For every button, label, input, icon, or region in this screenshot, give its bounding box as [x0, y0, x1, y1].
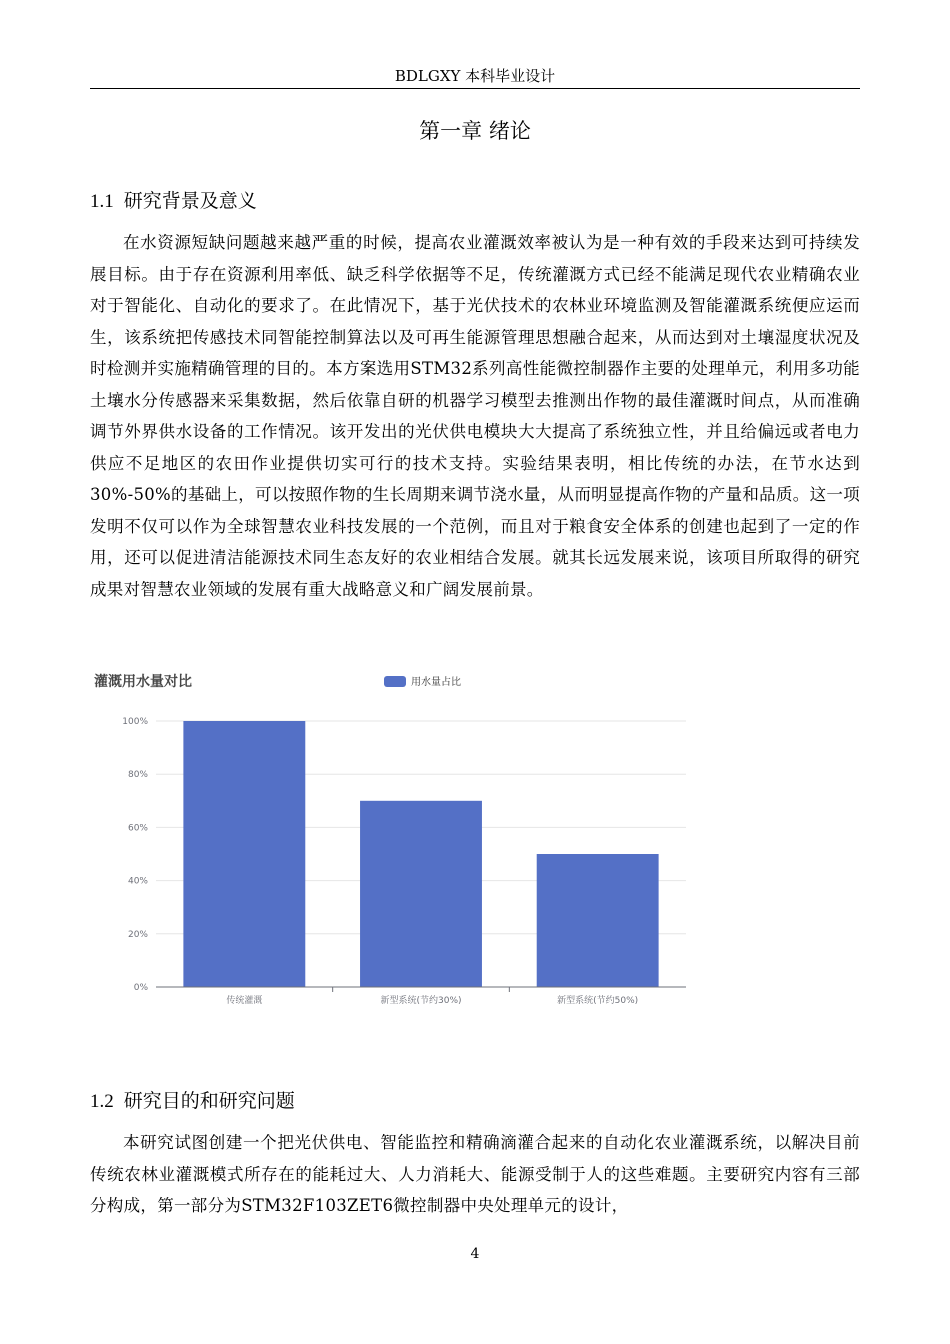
section-1-1-paragraph: 在水资源短缺问题越来越严重的时候，提高农业灌溉效率被认为是一种有效的手段来达到可持续发展目标。由于存在资源利用率低、缺乏科学依据等不足，传统灌溉方式已经不能满足现代农业精确农业对于智能化、自动化的要求了。在此情况下，基于光伏技术的农林业环境监测及智能灌溉系统便应运而生，该系统把传感技术同智能控制算法以及可再生能源管理思想融合起来，从而达到对土壤湿度状况及时检测并实施精确管理的目的。本方案选用STM32系列高性能微控制器作主要的处理单元，利用多功能土壤水分传感器来采集数据，然后依靠自研的机器学习模型去推测出作物的最佳灌溉时间点，从而准确调节外界供水设备的工作情况。该开发出的光伏供电模块大大提高了系统独立性，并且给偏远或者电力供应不足地区的农田作业提供切实可行的技术支持。实验结果表明，相比传统的办法，在节水达到30%-50%的基础上，可以按照作物的生长周期来调节浇水量，从而明显提高作物的产量和品质。这一项发明不仅可以作为全球智慧农业科技发展的一个范例，而且对于粮食安全体系的创建也起到了一定的作用，还可以促进清洁能源技术同生态友好的农业相结合发展。就其长远发展来说，该项目所取得的研究成果对智慧农业领域的发展有重大战略意义和广阔发展前景。 [90, 233, 860, 599]
section-number: 1.1 [90, 191, 114, 212]
x-tick-label: 新型系统(节约30%) [380, 996, 462, 1006]
section-heading-1-1 [90, 186, 257, 217]
x-tick-label: 传统灌溉 [226, 996, 263, 1006]
x-axis-labels [226, 987, 638, 1006]
header-rule [90, 88, 860, 89]
section-number: 1.2 [90, 1091, 114, 1112]
y-tick-label: 80% [127, 770, 148, 781]
page-header: BDLGXY 本科毕业设计 [394, 67, 556, 85]
section-heading-1-2 [90, 1086, 295, 1117]
bar-3[interactable] [537, 854, 659, 987]
y-tick-label: 100% [122, 717, 148, 727]
page-number: 4 [470, 1246, 480, 1262]
section-title-text: 研究目的和研究问题 [123, 1090, 295, 1112]
y-tick-label: 60% [127, 823, 148, 834]
section-1-2-paragraph: 本研究试图创建一个把光伏供电、智能监控和精确滴灌合起来的自动化农业灌溉系统，以解决目前传统农林业灌溉模式所存在的能耗过大、人力消耗大、能源受制于人的这些难题。主要研究内容有三部分构成，第一部分为STM32F103ZET6微控制器中央处理单元的设计， [90, 1133, 860, 1215]
legend-swatch [384, 676, 406, 687]
section-title-text: 研究背景及意义 [123, 190, 257, 212]
x-tick-label: 新型系统(节约50%) [557, 996, 639, 1006]
bar-1[interactable] [183, 721, 305, 987]
y-tick-label: 40% [127, 876, 148, 887]
water-usage-bar-chart [90, 666, 700, 1016]
y-tick-label: 0% [133, 983, 148, 993]
y-axis-ticks [122, 717, 148, 993]
legend-label[interactable]: 用水量占比 [411, 677, 461, 688]
y-tick-label: 20% [127, 929, 148, 940]
chart-bars [183, 721, 658, 987]
bar-2[interactable] [360, 801, 482, 987]
chapter-title: 第一章 绪论 [419, 119, 531, 143]
chart-title: 灌溉用水量对比 [94, 674, 192, 690]
